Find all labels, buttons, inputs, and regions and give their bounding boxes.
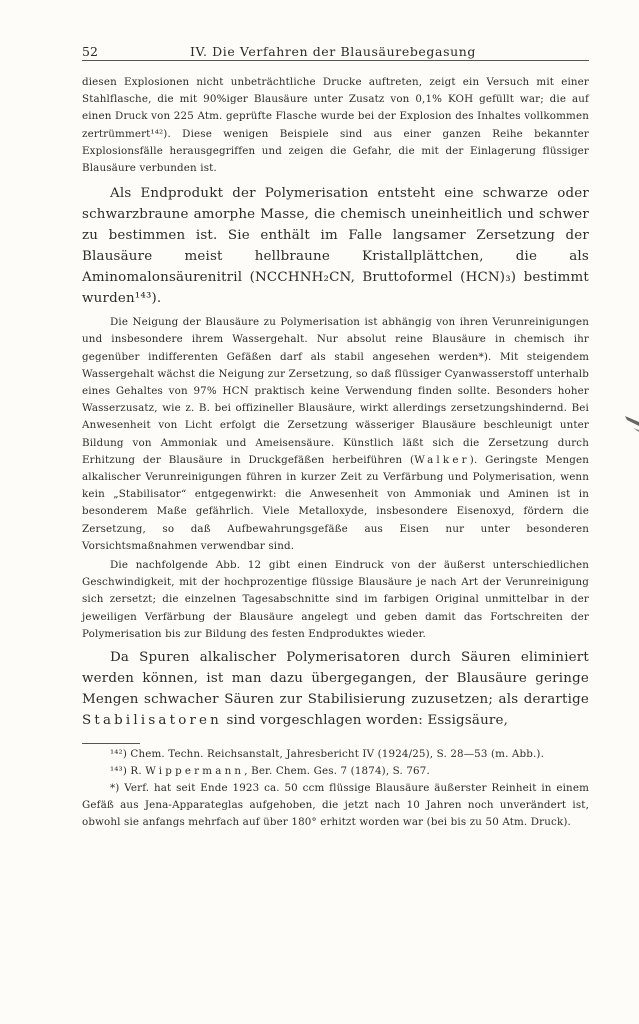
author-wippermann: Wippermann bbox=[145, 765, 245, 778]
footnote-143-head: ¹⁴³) R. bbox=[110, 765, 146, 778]
page-number: 52 bbox=[82, 44, 98, 59]
footnote-143 bbox=[82, 763, 589, 780]
paragraph-stabilisatoren-head: Da Spuren alkalischer Polymerisatoren durch Säuren eliminiert werden können, ist man dazu übergegangen, der Blausäure geringe Mengen schwacher Säuren zur Stabilisierung zuzusetzen; als derartige bbox=[82, 650, 589, 708]
footnotes bbox=[82, 746, 589, 831]
term-stabilisatoren: Stabilisatoren bbox=[82, 713, 223, 729]
book-page bbox=[82, 40, 589, 831]
paragraph-neigung-tail: ). Geringste Mengen alkalischer Verunreinigungen führen in kurzer Zeit zu Verfärbung und Polymerisation, wenn kein „Stabilisator“ entgegenwirkt: die Anwesenheit von Ammoniak und Aminen ist in besonderem Maße gefährlich. Viele Metalloxyde, insbesondere Eisenoxyd, fördern die Zersetzung, so daß Aufbewahrungsgefäße aus Eisen nur unter besonderen Vorsichtsmaßnahmen verwendbar sind. bbox=[82, 453, 590, 552]
paragraph-explosion: diesen Explosionen nicht unbeträchtliche Drucke auftreten, zeigt ein Versuch mit einer Stahlflasche, die mit 90%iger Blausäure unter Zusatz von 0,1% KOH gefüllt war; die auf einen Druck von 225 Atm. geprüfte Flasche wurde bei der Explosion des Inhaltes vollkommen zertrümmert¹⁴²). Diese wenigen Beispiele sind aus einer ganzen Reihe bekannter Explosionsfälle herausgegriffen und zeigen die Gefahr, die mit der Einlagerung flüssiger Blausäure verbunden ist. bbox=[82, 76, 589, 175]
paragraph-neigung bbox=[82, 314, 589, 555]
running-title: IV. Die Verfahren der Blausäurebegasung bbox=[190, 44, 476, 59]
footnote-star: *) Verf. hat seit Ende 1923 ca. 50 ccm flüssige Blausäure äußerster Reinheit in einem Gefäß aus Jena-Apparateglas aufgehoben, die jetzt nach 10 Jahren noch unverändert ist, obwohl sie anfangs mehrfach auf über 180° erhitzt worden war (bei bis zu 50 Atm. Druck). bbox=[82, 782, 589, 829]
paragraph-stabilisatoren-tail: sind vorgeschlagen worden: Essigsäure, bbox=[222, 713, 509, 729]
paragraph-endproduct: Als Endprodukt der Polymerisation entsteht eine schwarze oder schwarzbraune amorphe Masse, die chemisch uneinheitlich und schwer zu bestimmen ist. Sie enthält im Falle langsamer Zersetzung der Blausäure meist hellbraune Kristallplättchen, die als Aminomalonsäurenitril (NCCHNH₂CN, Bruttoformel (HCN)₃) bestimmt wurden¹⁴³). bbox=[82, 186, 589, 307]
paragraph-stabilisatoren bbox=[82, 647, 589, 731]
footnote-143-tail: , Ber. Chem. Ges. 7 (1874), S. 767. bbox=[244, 765, 430, 778]
paragraph-neigung-text: Die Neigung der Blausäure zu Polymerisation ist abhängig von ihren Verunreinigungen und insbesondere ihrem Wassergehalt. Nur absolut reine Blausäure in chemisch ihr gegenüber indifferenten Gefäßen darf als stabil angesehen werden*). Mit steigendem Wassergehalt wächst die Neigung zur Zersetzung, so daß flüssiger Cyanwasserstoff unterhalb eines Gehaltes von 97% HCN praktisch keine Verwendung finden sollte. Besonders hoher Wasserzusatz, wie z. B. bei offizineller Blausäure, wirkt allerdings zersetzungshindernd. Bei Anwesenheit von Licht erfolgt die Zersetzung wässeriger Blausäure beschleunigt unter Bildung von Ammoniak und Ameisensäure. Künstlich läßt sich die Zersetzung durch Erhitzung der Blausäure in Druckgefäßen herbeiführen ( bbox=[82, 316, 589, 466]
footnote-142: ¹⁴²) Chem. Techn. Reichsanstalt, Jahresbericht IV (1924/25), S. 28—53 (m. Abb.). bbox=[110, 748, 545, 761]
page-header bbox=[82, 40, 589, 61]
paragraph-abb12: Die nachfolgende Abb. 12 gibt einen Eindruck von der äußerst unterschiedlichen Geschwindigkeit, mit der hochprozentige flüssige Blausäure je nach Art der Verunreinigung sich zersetzt; die einzelnen Tagesabschnitte sind im farbigen Original unmittelbar in der jeweiligen Verfärbung der Blausäure angelegt und geben damit das Fortschreiten der Polymerisation bis zur Bildung des festen Endproduktes wieder. bbox=[82, 559, 589, 640]
author-walker: Walker bbox=[414, 453, 470, 466]
margin-mark-icon bbox=[623, 408, 639, 438]
footnote-rule bbox=[82, 743, 140, 744]
